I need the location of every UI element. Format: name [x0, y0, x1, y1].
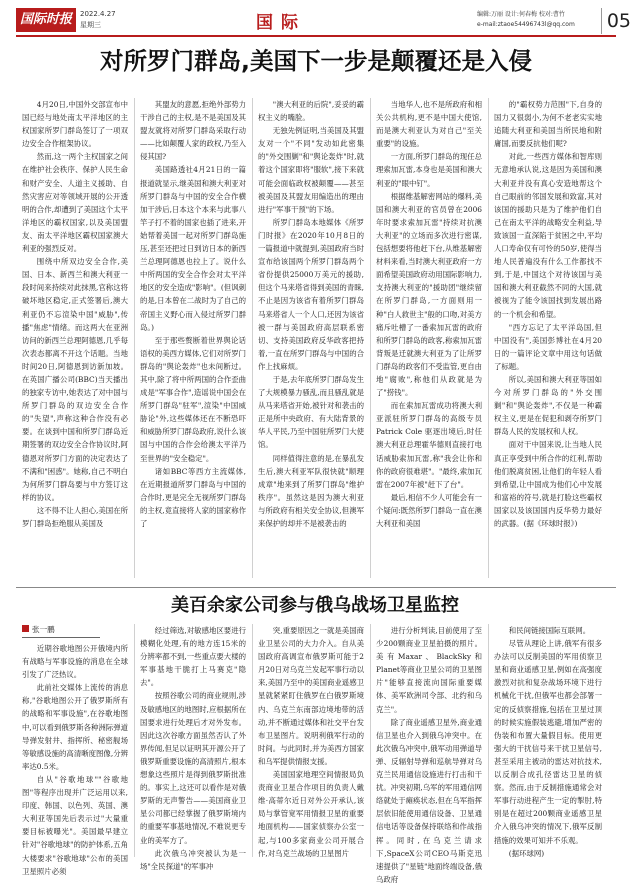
- issue-date: 2022.4.27: [80, 10, 116, 18]
- column-divider: [488, 98, 489, 578]
- byline-underline: [22, 637, 100, 638]
- article2-column-4: [376, 624, 482, 884]
- paragraph: 的"霸权势力范围"下,自身的国力又很弱小,为何不老老实实地追随大利亚和美国当所民地和附庸国,而要反抗他们呢?: [494, 100, 602, 149]
- paragraph: 按照谷歌公司的商业规则,涉及敏感地区的地图时,应根据所在国要求进行处理后才对外发布。因此这次谷歌方面虽然否认了外界传闻,但足以证明其开源公开了俄罗斯重要设施的高清照片,根本想象这些照片是得到俄罗斯批准的。事实上,这还可以看作是对俄罗斯的无声警告——美国商业卫星公司都已经掌握了俄罗斯境内的重要军事基地情况,不难说更专业的美军方了。: [140, 691, 246, 845]
- paragraph: 根据维基解密网站的爆料,美国和澳大利亚的官员曾在2006年时要求索加瓦雷"持续对抗澳大利亚"的立场而多次进行密谋,包括想要将他赶下台,从维基解密材料来看,当时澳大利亚政府一方面希望美国政府动用国际影响力,支持澳大利亚的"援助团"继续留在所罗门群岛,一方面则用一种"白人救世主"般的口吻,对美方痛斥吐槽了一番索加瓦雷的政府和所罗门群岛的政客,称索加瓦雷背叛是迁就澳大利亚为了让所罗门群岛的政客们不受监管,更自由地"腐败",称他们从政就是为了"捞钱"。: [376, 191, 482, 398]
- main-headline: 对所罗门群岛,美国下一步是颠覆还是入侵: [100, 47, 532, 75]
- article1-column-5: [494, 98, 602, 578]
- paragraph: "澳大利亚的后院",妥妥的霸权主义的嘴脸。: [258, 100, 364, 123]
- paragraph: 于是,去年底所罗门群岛发生了大规模暴力骚乱,而且骚乱就是从马来塔省开始,被针对和袭击的正是所中央政府、有大陆背景的华人平民,乃至中国驻所罗门大使馆。: [258, 374, 364, 450]
- paragraph: 自从"谷歌地球""谷歌地图"等程序出现并广泛运用以来,印度、韩国、以色列、英国、澳大利亚等国先后表示过"大量重要目标被曝光"。美国最早建立针对"谷歌地球"的防护体系,五角大楼要求"谷歌地球"公布的美国卫星照片必须: [22, 774, 128, 876]
- paragraph: 然而,这一两个主权国家之间在维护社会秩序、保护人民生命和财产安全、人道主义援助、自然灾害应对等领域开展的公开透明的合作,却遭到了美国这个太平洋地区的霸权国家,以及美国盟友、南太平洋地区霸权国家澳大利亚的强烈反对。: [22, 152, 128, 254]
- masthead: [16, 6, 631, 36]
- paragraph: 面对干中国来说,让当地人民真正享受到中所合作的红利,帮助他们脱离贫困,让他们的年轻人看到希望,让中国成为他们心中发展和富裕的符号,就是打脸这些霸权国家以及该国国内反华势力最好的武器。(据《环球时报》): [494, 440, 602, 528]
- section-name: 国际: [256, 13, 306, 33]
- article2-column-3: [258, 624, 364, 857]
- paragraph: 和民间链接国际互联网。: [508, 626, 591, 635]
- paragraph: 突,重要原因之一就是美国商业卫星公司的大力介入。自从美国政府高调宣布俄罗斯可能于2月20日对乌克兰发起军事行动以来,美国乃至中的美国商业遥感卫星就紧紧盯住俄罗在白俄罗斯境内、乌克兰东南部边境地带的活动,并不断通过媒体和社交平台发布卫星图片。说明利俄军行动的时间。与此同时,并为美西方国家和乌军提供情报支援。: [258, 626, 364, 766]
- second-headline: 美百余家公司参与俄乌战场卫星监控: [171, 595, 459, 616]
- paragraph: 进行分析判读,目前使用了至少200颗商业卫星拍摄的照片。美有Maxar、BlackSky和Planet等商业卫星公司的卫星图片"能够直接流向国际重要媒体、美军欧洲司令部、北约和乌克兰"。: [376, 626, 482, 714]
- article2-column-2: [140, 624, 246, 871]
- byline-author: 张一鹏: [32, 625, 55, 634]
- article-divider: [16, 587, 616, 588]
- paragraph: 尽管从理论上讲,俄军有很多办法可以反制美国的军用侦察卫星和商业遥感卫星,例如在高强度激烈对抗和复杂战场环境下进行机械化干扰,但俄军也都会部署一定的反侦察措施,包括在卫星过顶的时候实施假装逃避,增加严密的伪装和布置大量假目标。使用更强大的干扰信号来干扰卫星信号,甚至采用主被动的雷达对抗技术,以反制合成孔径雷达卫星的侦察。然而,由于反制措施通常会对军事行动进程产生一定的掣肘,特别是在超过200颗商业遥感卫星介入俄乌冲突的情况下,俄军反制措施的效果可知并不乐观。: [494, 639, 602, 845]
- issue-weekday: 星期三: [80, 21, 101, 29]
- paragraph: 所以,美国和澳大利亚等国如今对所罗门群岛的"外交围剿"和"舆论轰炸",不仅是一种霸权主义,更是在促犯和剥夺所罗门群岛人民的发展权和人权。: [494, 374, 602, 437]
- article1-column-3: [258, 98, 364, 578]
- paragraph: 除了商业遥感卫星外,商业通信卫星也介入到俄乌冲突中。在此次俄乌冲突中,俄军动用弹道导弹、反辐射导弹和巡航导弹对乌克兰民用通信设施进行打击和干扰。冲突初期,乌军的军用通信网络就处于瘫痪状态,但在乌军指挥层依旧能使用通信设备、卫星通信电话等设备保持联络和作战指挥。同时,在乌克兰请求下,SpaceX公司CEO马斯克迅速提供了"星链"地面终端设备,俄乌政府: [376, 717, 482, 884]
- article1-column-2: [140, 98, 246, 578]
- paragraph: 当地华人,也不是所政府和相关公共机构,更不是中国大使馆,而是澳大利亚认为对自己"至关重要"的设施。: [376, 100, 482, 149]
- paragraph: 最后,相信不少人可能会有一个疑问:既然所罗门群岛一直在澳大利亚和美国: [376, 492, 482, 528]
- paragraph: 美国路透社4月21日的一篇报道就显示,继美国和澳大利亚对所罗门群岛与中国的安全合作横加干涉后,日本这个本来与此事八竿子打不着的国家也插了进来,开始帮着美国一起对所罗门群岛施压,甚至还把过日到访日本的新西兰总理阿德恩也拉上了。说什么中所两国的安全合作会对太平洋地区的安全造成"影响"。(但讽刺的是,日本曾在二战时为了自己的帝国主义野心而入侵过所罗门群岛。): [140, 165, 246, 332]
- paragraph: (据环球网): [508, 848, 545, 858]
- paragraph: "西方忘记了太平洋岛国,但中国没有",美国彭博社在4月20日的一篇评论文章中用这句话做了标题。: [494, 322, 602, 371]
- column-divider: [370, 98, 371, 578]
- paragraph: 4月20日,中国外交部宣布中国已经与地处南太平洋地区的主权国家所罗门群岛签订了一项双边安全合作框架协议。: [22, 100, 128, 149]
- byline-marker-icon: [22, 625, 29, 632]
- paragraph: 近期谷歌地图公开俄境内所有战略与军事设施的消息在全球引发了广泛热议。: [22, 644, 128, 680]
- paragraph: 其盟友的意愿,拒绝外部势力干涉自己的主权,是不是美国及其盟友就将对所罗门群岛采取行动——比如颠覆人家的政权,乃至入侵其国?: [140, 100, 246, 162]
- paragraph: 这不得不让人担心,美国在所罗门群岛拒绝服从美国及: [22, 505, 128, 528]
- paragraph: 此前社交媒体上流传的消息称,"谷歌地图公开了俄罗斯所有的战略和军事设施",在谷歌地图中,可以看到俄罗斯各种洲际弹道导弹发射井、指挥所、秘密舰场等敏感设施的高清晰度图像,分辨率达0.5米。: [22, 683, 128, 771]
- paragraph: 同样值得注意的是,在暴乱发生后,澳大利亚军队很快就"顺理成章"地来到了所罗门群岛"维护秩序"。虽然这是因为澳大利亚与所政府有相关安全协议,但澳军来保护的却并不是被袭击的: [258, 453, 364, 528]
- contact-email: e-mail:ztaoe54496743l@qq.com: [477, 21, 575, 28]
- column-divider: [134, 624, 135, 857]
- newspaper-logo: 国际时报: [16, 8, 76, 32]
- column-divider: [488, 624, 489, 857]
- article1-column-1: [22, 98, 128, 578]
- paragraph: 至于那些赘断着世界舆论话语权的美西方媒体,它们对所罗门群岛的"舆论轰炸"也未间断过。其中,除了将中所两国的合作歪曲成是"军事合作",造谣说中国会在所罗门群岛"驻军",渲染"中国威胁论"外,这些媒体还在不断恐吓和威胁所罗门群岛政府,说什么该国与中国的合作会给澳太平洋乃至世界的"安全稳定"。: [140, 335, 246, 463]
- paragraph: 经过筛选,对敏感地区要进行模糊化处理,有的地方连15米的分辨率都不到,一些重点要大楼的军事基地干脆打上马赛克"隐去"。: [140, 626, 246, 688]
- column-divider: [370, 624, 371, 857]
- paragraph: 对此,一些西方媒体和智库则无意地承认说,这是因为美国和澳大利亚并没有真心安造地帮这个自己眼前的邻国发展和致富,其对该国的援助只是为了维护他们自己在南太平洋的战略安全利益,导致该国一直深陷于贫困之中,平均人口寿命仅有可怜的50岁,使得当地人民普遍没有什么工作都找不到,于是,中国这个对待该国与美国和澳大利亚截然不同的大国,就被视为了能令该国找到发展出路的一个机会和希望。: [494, 152, 602, 319]
- column-divider: [134, 98, 135, 578]
- article2-column-1: [22, 642, 128, 876]
- paragraph: 诸如BBC等西方主流媒体,在近期报道所罗门群岛与中国的合作时,更是完全无视所罗门群岛的主权,竟直接将人家的国家称作了: [140, 466, 246, 528]
- paragraph: 无独先例证明,当美国及其盟友对一个"不同"发动如此密集的"外交围剿"和"舆论轰炸"时,就着这个国家即将"服软",接下来就可能会面临政权被颠覆——甚至被美国及其盟友用编造出的理由进行"军事干预"的下场。: [258, 126, 364, 214]
- article1-column-4: [376, 98, 482, 578]
- column-divider: [252, 98, 253, 578]
- byline: [22, 624, 55, 636]
- page-number: 05: [601, 8, 631, 34]
- paragraph: 美国国家地理空间情报局负责商业卫星合作项目的负责人戴维·高蒂尔近日对外公开承认,该局与掌管宽军用情报卫星的重要地面机构——国家侦察办公室一起,与100多家商业公司开展合作,对乌克兰战场的卫星图片: [258, 770, 364, 858]
- paragraph: 此次俄乌冲突被认为是一场"全民探道"的军事冲: [140, 848, 246, 871]
- column-divider: [252, 624, 253, 857]
- editor-credits: 编辑:万丽 设计:何春梅 校对:曹竹: [477, 11, 565, 18]
- masthead-divider: [16, 35, 616, 37]
- paragraph: 一方面,所罗门群岛的现任总理索加瓦雷,本身也是美国和澳大利亚的"眼中钉"。: [376, 152, 482, 188]
- paragraph: 围绕中所双边安全合作,美国、日本、新西兰和澳大利亚一段时间来持续对此抹黑,官称这将破坏地区稳定,正式签署后,澳大利亚仍不忘渲染中国"威胁",传播"焦虑"情绪。而这两大在亚洲访问的新西兰总理阿德恩,几乎每次表态都离不开这个话题。当地时间20日,阿德恩到访新加坡。在英国广播公司(BBC)当天播出的独家专访中,她表达了对中国与所罗门群岛的双边安全合作的"失望",声称这种合作没有必要。在谈到中国和所罗门群岛近期签署的双边安全合作协议时,阿德恩对所罗门方面的决定表达了不满和"困惑"。她称,自己不明白为何所罗门群岛要与中方签订这样的协议。: [22, 257, 128, 502]
- paragraph: 所罗门群岛本地媒体《所罗门时报》在2020年10月8日的一篇报道中就提到,美国政府当时宣布给该国两个所罗门群岛两个省份提供25000万美元的援助,但这个马来塔省得到美国的青睐,不止是因为该省有着所罗门群岛马来塔省人一个人口,还因为该省被一群与美国政府高层联系密切、支持美国政府反华政客把持着,一直在所罗门群岛与中国的合作上找麻烦。: [258, 217, 364, 371]
- paragraph: 而在索加瓦雷成功将澳大利亚派驻所罗门群岛的高级专员 Patrick Cole 驱逐出境后,时任澳大利亚总理霍华德则直接打电话威胁索加瓦雷,称"我会让你和你的政府很难堪"。"最终,索加瓦雷在2007年被"赶下了台"。: [376, 401, 482, 489]
- article2-column-5: [494, 624, 602, 857]
